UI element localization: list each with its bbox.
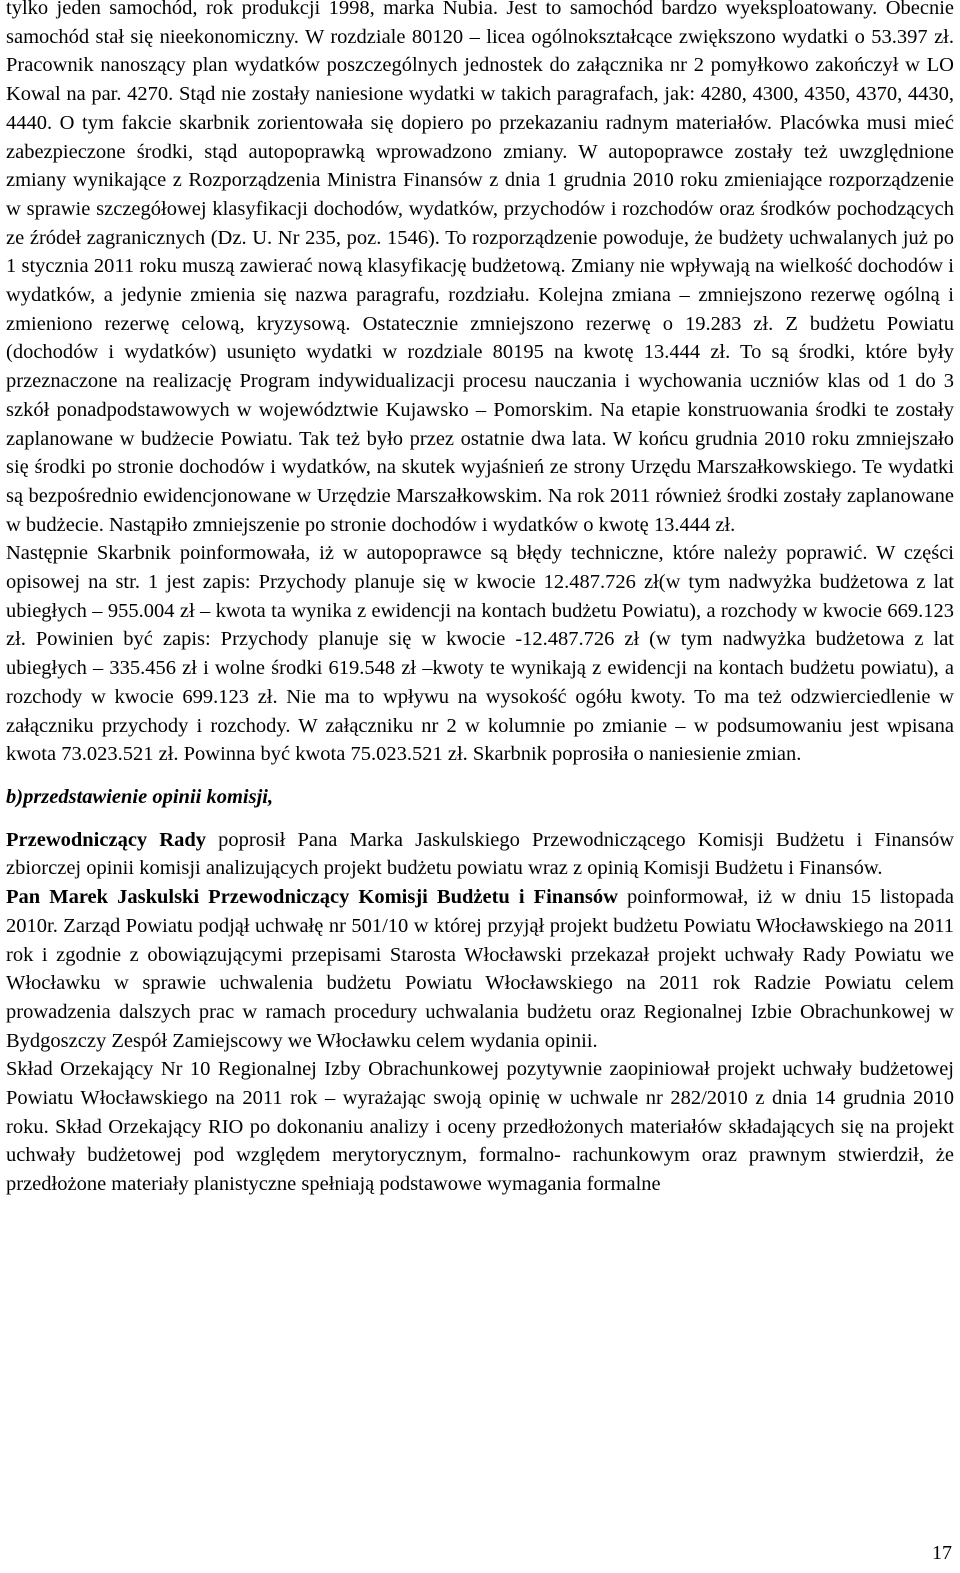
- paragraph-rio-opinion: Skład Orzekający Nr 10 Regionalnej Izby Obrachunkowej pozytywnie zaopiniował projekt uchwały budżetowej Powiatu Włocławskiego na 2011 rok – wyrażając swoją opinię w uchwale nr 282/2010 z dnia 14 grudnia 2010 roku. Skład Orzekający RIO po dokonaniu analizy i oceny przedłożonych materiałów składających się na projekt uchwały budżetowej pod względem merytorycznym, formalno- rachunkowym oraz prawnym stwierdził, że przedłożone materiały planistyczne spełniają podstawowe wymagania formalne: [6, 1058, 954, 1196]
- document-page: [6, 0, 954, 1199]
- paragraph-budget-changes: tylko jeden samochód, rok produkcji 1998, marka Nubia. Jest to samochód bardzo wyeksploatowany. Obecnie samochód stał się nieekonomiczny. W rozdziale 80120 – licea ogólnokształcące zwiększono wydatki o 53.397 zł. Pracownik nanoszący plan wydatków poszczególnych jednostek do załącznika nr 2 pomyłkowo zakończył w LO Kowal na par. 4270. Stąd nie zostały naniesione wydatki w takich paragrafach, jak: 4280, 4300, 4350, 4370, 4430, 4440. O tym fakcie skarbnik zorientowała się dopiero po przekazaniu radnym materiałów. Placówka musi mieć zabezpieczone środki, stąd autopoprawką wprowadzono zmiany. W autopoprawce zostały też uwzględnione zmiany wynikające z Rozporządzenia Ministra Finansów z dnia 1 grudnia 2010 roku zmieniające rozporządzenie w sprawie szczegółowej klasyfikacji dochodów, wydatków, przychodów i rozchodów oraz środków pochodzących ze źródeł zagranicznych (Dz. U. Nr 235, poz. 1546). To rozporządzenie powoduje, że budżety uchwalanych już po 1 stycznia 2011 roku muszą zawierać nową klasyfikację budżetową. Zmiany nie wpływają na wielkość dochodów i wydatków, a jedynie zmienia się nazwa paragrafu, rozdziału. Kolejna zmiana – zmniejszono rezerwę ogólną i zmieniono rezerwę celową, kryzysową. Ostatecznie zmniejszono rezerwę o 19.283 zł. Z budżetu Powiatu (dochodów i wydatków) usunięto wydatki w rozdziale 80195 na kwotę 13.444 zł. To są środki, które były przeznaczone na realizację Program indywidualizacji procesu nauczania i wychowania uczniów klas od 1 do 3 szkół ponadpodstawowych w województwie Kujawsko – Pomorskim. Na etapie konstruowania środki te zostały zaplanowane w budżecie Powiatu. Tak też było przez ostatnie dwa lata. W końcu grudnia 2010 roku zmniejszało się środki po stronie dochodów i wydatków, na skutek wyjaśnień ze strony Urzędu Marszałkowskiego. Te wydatki są bezpośrednio ewidencjonowane w Urzędzie Marszałkowskim. Na rok 2011 również środki zostały zaplanowane w budżecie. Nastąpiło zmniejszenie po stronie dochodów i wydatków o kwotę 13.444 zł.: [6, 0, 954, 536]
- speaker-name: Przewodniczący Rady: [6, 828, 207, 851]
- page-number: 17: [932, 1542, 952, 1564]
- section-heading: b)przedstawienie opinii komisji,: [6, 785, 274, 808]
- spacer: [6, 769, 954, 783]
- paragraph-text: poprosił Pana Marka Jaskulskiego Przewodniczącego Komisji Budżetu i Finansów zbiorczej opinii komisji analizujących projekt budżetu powiatu wraz z opinią Komisji Budżetu i Finansów.: [6, 828, 955, 880]
- paragraph-chairman-request: [6, 826, 954, 883]
- paragraph-text: poinformował, iż w dniu 15 listopada 2010r. Zarząd Powiatu podjął uchwałę nr 501/10 w której przyjął projekt budżetu Powiatu Włocławskiego na 2011 rok i zgodnie z obowiązującymi przepisami Starosta Włocławski przekazał projekt uchwały Rady Powiatu we Włocławku w sprawie uchwalenia budżetu Powiatu Włocławskiego na 2011 rok Radzie Powiatu celem prowadzenia dalszych prac w ramach procedury uchwalania budżetu oraz Regionalnej Izbie Obrachunkowej w Bydgoszczy Zespół Zamiejscowy we Włocławku celem wydania opinii.: [6, 886, 954, 1052]
- speaker-name: Pan Marek Jaskulski Przewodniczący Komisji Budżetu i Finansów: [6, 886, 618, 909]
- paragraph-committee-chair: [6, 883, 954, 1055]
- paragraph-technical-errors: Następnie Skarbnik poinformowała, iż w autopoprawce są błędy techniczne, które należy poprawić. W części opisowej na str. 1 jest zapis: Przychody planuje się w kwocie 12.487.726 zł(w tym nadwyżka budżetowa z lat ubiegłych – 955.004 zł – kwota ta wynika z ewidencji na kontach budżetu Powiatu), a rozchody w kwocie 669.123 zł. Powinien być zapis: Przychody planuje się w kwocie -12.487.726 zł (w tym nadwyżka budżetowa z lat ubiegłych – 335.456 zł i wolne środki 619.548 zł –kwoty te wynikają z ewidencji na kontach budżetu powiatu), a rozchody w kwocie 699.123 zł. Nie ma to wpływu na wysokość ogółu kwoty. To ma też odzwierciedlenie w załączniku przychody i rozchody. W załączniku nr 2 w kolumnie po zmianie – w podsumowaniu jest wpisana kwota 73.023.521 zł. Powinna być kwota 75.023.521 zł. Skarbnik poprosiła o naniesienie zmian.: [6, 542, 954, 766]
- spacer: [6, 812, 954, 826]
